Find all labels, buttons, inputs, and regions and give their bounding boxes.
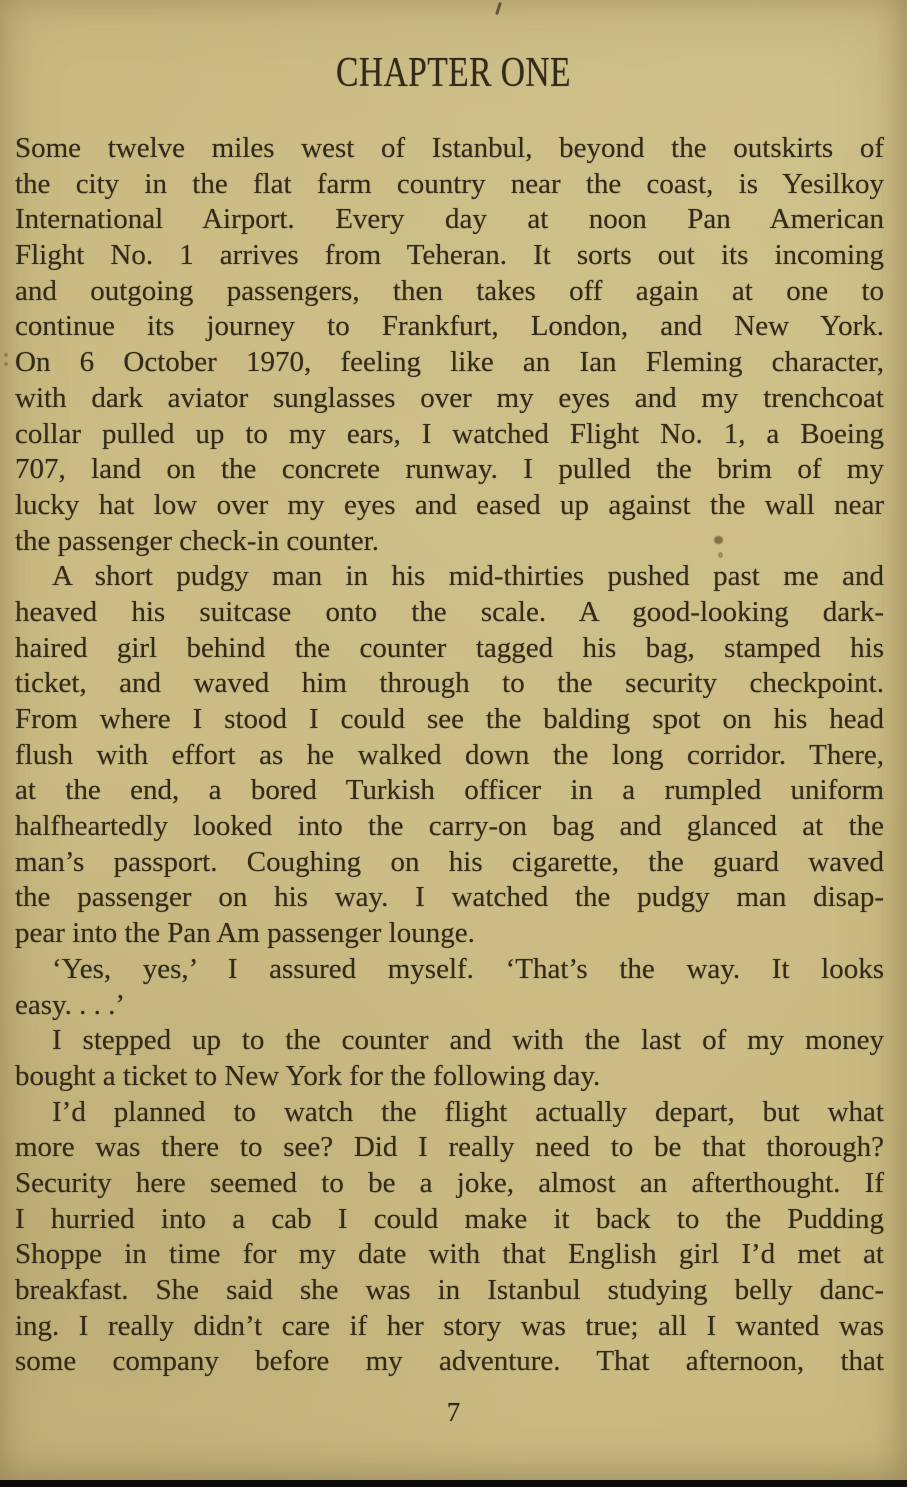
chapter-heading: CHAPTER ONE (336, 50, 571, 96)
text-line: International Airport. Every day at noon Pan American (15, 203, 884, 236)
text-line: easy. . . .’ (15, 988, 126, 1021)
text-line: 707, land on the concrete runway. I pulled the brim of my (15, 453, 884, 486)
text-line: Security here seemed to be a joke, almost an afterthought. If (15, 1166, 884, 1199)
text-line: bought a ticket to New York for the following day. (15, 1059, 601, 1092)
text-line: ing. I really didn’t care if her story was true; all I wanted was (15, 1309, 884, 1342)
text-line: I hurried into a cab I could make it back to the Pudding (15, 1202, 884, 1235)
text-line: collar pulled up to my ears, I watched Flight No. 1, a Boeing (15, 417, 884, 450)
text-line: lucky hat low over my eyes and eased up against the wall near (15, 488, 884, 521)
text-line: From where I stood I could see the balding spot on his head (15, 703, 884, 735)
text-line: pear into the Pan Am passenger lounge. (15, 917, 475, 950)
text-line: ticket, and waved him through to the security checkpoint. (15, 667, 884, 700)
text-line: I stepped up to the counter and with the last of my money (52, 1024, 884, 1057)
scan-speck (718, 552, 723, 558)
text-line: A short pudgy man in his mid-thirties pushed past me and (52, 560, 884, 593)
scan-edge-bar (0, 1480, 907, 1487)
text-line: more was there to see? Did I really need to be that thorough? (15, 1131, 884, 1164)
text-line: man’s passport. Coughing on his cigarette, the guard waved (15, 845, 884, 878)
text-line: Flight No. 1 arrives from Teheran. It sorts out its incoming (15, 239, 884, 272)
text-line: Some twelve miles west of Istanbul, beyond the outskirts of (15, 132, 884, 164)
text-line: at the end, a bored Turkish officer in a rumpled uniform (15, 774, 884, 807)
text-line: some company before my adventure. That afternoon, that (15, 1345, 884, 1378)
text-line: I’d planned to watch the flight actually depart, but what (52, 1095, 884, 1128)
scan-artifact-mark (495, 2, 502, 15)
text-line: flush with effort as he walked down the long corridor. There, (15, 738, 884, 771)
scan-speck (714, 536, 723, 544)
text-line: halfheartedly looked into the carry-on bag and glanced at the (15, 810, 884, 843)
text-line: breakfast. She said she was in Istanbul studying belly danc- (15, 1274, 884, 1306)
scan-speck (4, 353, 8, 357)
text-line: continue its journey to Frankfurt, London, and New York. (15, 310, 884, 343)
text-line: ‘Yes, yes,’ I assured myself. ‘That’s the way. It looks (52, 952, 884, 985)
text-line: with dark aviator sunglasses over my eyes and my trenchcoat (15, 381, 884, 414)
text-line: On 6 October 1970, feeling like an Ian Fleming character, (15, 346, 884, 379)
text-line: and outgoing passengers, then takes off again at one to (15, 274, 884, 307)
text-line: heaved his suitcase onto the scale. A good-looking dark- (15, 595, 884, 628)
text-line: haired girl behind the counter tagged his bag, stamped his (15, 631, 884, 664)
page-text (15, 131, 884, 1380)
text-line: the city in the flat farm country near the coast, is Yesilkoy (15, 167, 884, 200)
page-number: 7 (446, 1397, 461, 1427)
text-line: Shoppe in time for my date with that English girl I’d met at (15, 1238, 884, 1271)
text-line: the passenger on his way. I watched the pudgy man disap- (15, 881, 884, 914)
text-line: the passenger check-in counter. (15, 524, 379, 557)
